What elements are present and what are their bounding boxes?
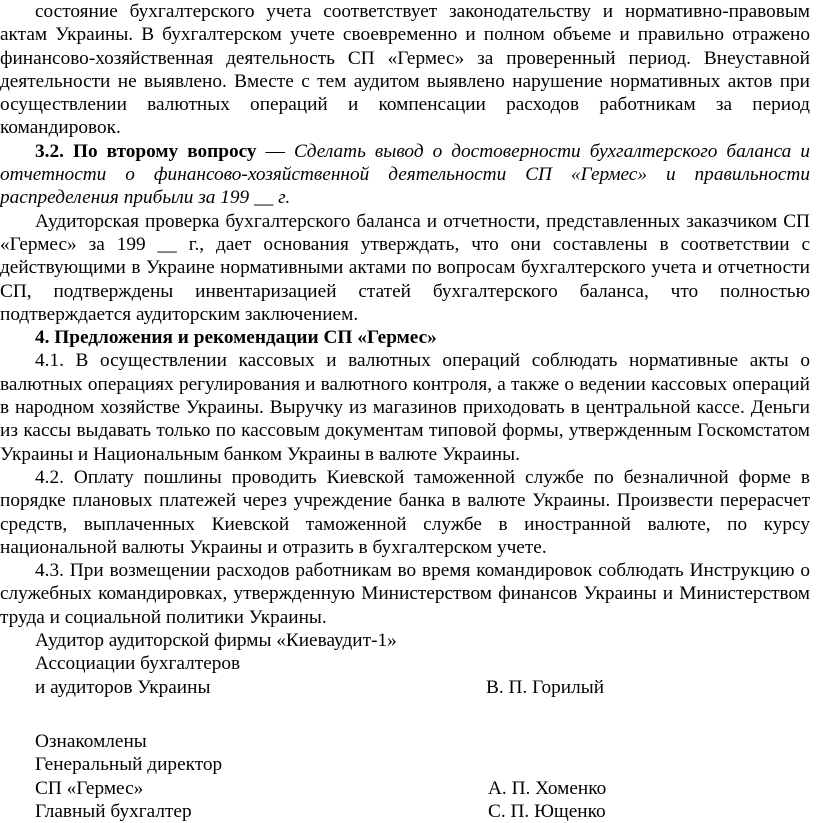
signature-gap bbox=[0, 699, 810, 730]
auditor-title-3: и аудиторов Украины bbox=[35, 676, 211, 698]
recommendation-4-2: 4.2. Оплату пошлины проводить Киевской таможенной службе по безналичной форме в порядке плановых платежей через учреждение банка в валюте Украины. Произвести перерасчет средств, выплаченных Киевской таможенной службе в иностранной валюте, по курсу национальной валюты Украины и отразить в бухгалтерском учете. bbox=[0, 466, 810, 558]
signature-ack bbox=[35, 730, 810, 753]
question-2-text: Сделать вывод о достоверности бухгалтерского баланса и отчетности о финансово-хозяйственной деятельности СП «Гермес» и правильности распределения прибыли за 199 __ г. bbox=[0, 140, 810, 209]
ack-label: Ознакомлены bbox=[35, 730, 147, 752]
auditor-title-1: Аудитор аудиторской фирмы «Киеваудит-1» bbox=[35, 630, 397, 652]
auditor-name: В. П. Горилый bbox=[486, 676, 605, 698]
paragraph-question-2 bbox=[0, 140, 810, 210]
section-4-heading: 4. Предложения и рекомендации СП «Гермес» bbox=[35, 327, 437, 349]
signature-auditor-line2 bbox=[35, 652, 810, 675]
signature-director-line1 bbox=[35, 753, 810, 776]
signature-auditor-line1 bbox=[35, 629, 810, 652]
accountant-name: С. П. Ющенко bbox=[488, 800, 606, 822]
recommendation-4-1: 4.1. В осуществлении кассовых и валютных операций соблюдать нормативные акты о валютных операциях регулирования и валютного контроля, а также о ведении кассовых операций в народном хозяйстве Украины. Выручку из магазинов приходовать в центральной кассе. Деньги из кассы выдавать только по кассовым документам типовой формы, утвержденным Госкомстатом Украины и Национальным банком Украины в валюте Украины. bbox=[0, 350, 810, 465]
paragraph-audit-conclusion: Аудиторская проверка бухгалтерского баланса и отчетности, представленных заказчиком СП «Гермес» за 199 __ г., дает основания утверждать, что они составлены в соответствии с действующими в Украине нормативными актами по вопросам бухгалтерского учета и отчетности СП, подтверждены инвентаризацией статей бухгалтерского баланса, что полностью подтверждается аудиторским заключением. bbox=[0, 210, 810, 325]
question-2-heading: 3.2. По второму вопросу bbox=[35, 140, 257, 162]
signature-auditor-line3 bbox=[35, 676, 810, 699]
director-name: А. П. Хоменко bbox=[488, 777, 607, 799]
signature-director-line2 bbox=[35, 777, 810, 800]
accountant-title: Главный бухгалтер bbox=[35, 800, 192, 822]
signature-accountant bbox=[35, 800, 810, 823]
auditor-title-2: Ассоциации бухгалтеров bbox=[35, 653, 241, 675]
director-title-1: Генеральный директор bbox=[35, 754, 223, 776]
paragraph-intro: состояние бухгалтерского учета соответствует законодательству и нормативно-правовым актам Украины. В бухгалтерском учете своевременно и полном объеме и правильно отражено финансово-хозяйственная деятельность СП «Гермес» за проверенный период. Внеуставной деятельности не выявлено. Вместе с тем аудитом выявлено нарушение нормативных актов при осуществлении валютных операций и компенсации расходов работникам за период командировок. bbox=[0, 1, 810, 139]
question-2-dash: — bbox=[256, 140, 294, 162]
recommendation-4-3: 4.3. При возмещении расходов работникам во время командировок соблюдать Инструкцию о служебных командировках, утвержденную Министерством финансов Украины и Министерством труда и социальной политики Украины. bbox=[0, 560, 810, 628]
director-title-2: СП «Гермес» bbox=[35, 777, 144, 799]
